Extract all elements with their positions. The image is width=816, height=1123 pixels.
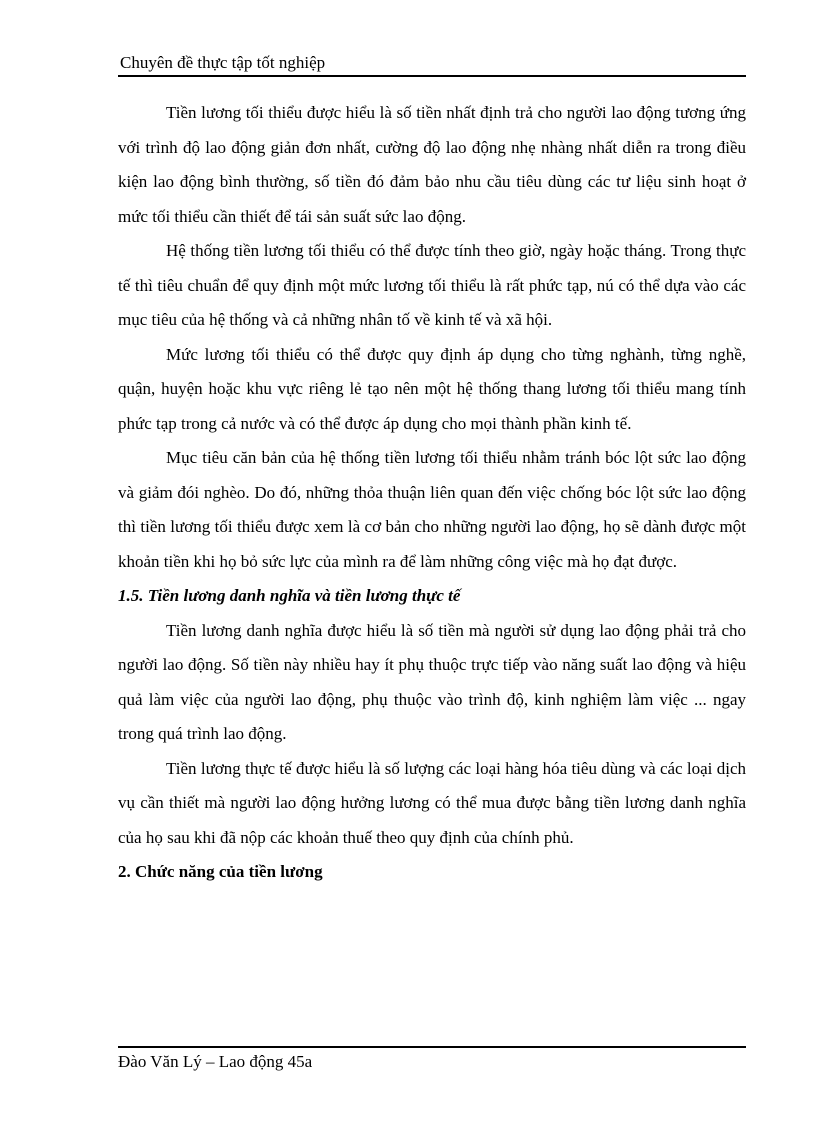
paragraph-3: Mức lương tối thiểu có thể được quy định áp dụng cho từng nghành, từng nghề, quận, huyện hoặc khu vực riêng lẻ tạo nên một hệ thống thang lương tối thiểu mang tính phức tạp trong cả nước và có thể được áp dụng cho mọi thành phần kinh tế.: [118, 344, 746, 433]
paragraph-6: Tiền lương thực tế được hiểu là số lượng các loại hàng hóa tiêu dùng và các loại dịch vụ cần thiết mà người lao động hưởng lương có thể mua được bằng tiền lương danh nghĩa của họ sau khi đã nộp các khoản thuế theo quy định của chính phủ.: [118, 758, 746, 847]
paragraph-5: Tiền lương danh nghĩa được hiểu là số tiền mà người sử dụng lao động phải trả cho người lao động. Số tiền này nhiều hay ít phụ thuộc trực tiếp vào năng suất lao động và hiệu quả làm việc của người lao động, phụ thuộc vào trình độ, kinh nghiệm làm việc ... ngay trong quá trình lao động.: [118, 620, 746, 743]
footer-text: Đào Văn Lý – Lao động 45a: [118, 1052, 313, 1071]
paragraph-2: Hệ thống tiền lương tối thiểu có thể được tính theo giờ, ngày hoặc tháng. Trong thực tế thì tiêu chuẩn để quy định một mức lương tối thiểu là rất phức tạp, nú có thể dựa vào các mục tiêu của hệ thống và cả những nhân tố về kinh tế và xã hội.: [118, 241, 746, 329]
paragraph-1: Tiền lương tối thiểu được hiểu là số tiền nhất định trả cho người lao động tương ứng với trình độ lao động giản đơn nhất, cường độ lao động nhẹ nhàng nhất diễn ra trong điều kiện lao động bình thường, số tiền đó đảm bảo nhu cầu tiêu dùng các tư liệu sinh hoạt ở mức tối thiểu cần thiết để tái sản suất sức lao động.: [118, 103, 746, 226]
page-footer: [118, 1046, 746, 1072]
page-header: [118, 52, 746, 77]
document-body: [118, 96, 746, 890]
paragraph-4: Mục tiêu căn bản của hệ thống tiền lương tối thiểu nhằm tránh bóc lột sức lao động và giảm đói nghèo. Do đó, những thỏa thuận liên quan đến việc chống bóc lột sức lao động thì tiền lương tối thiểu được xem là cơ bản cho những người lao động, họ sẽ dành được một khoản tiền khi họ bỏ sức lực của mình ra để làm những công việc mà họ đạt được.: [118, 448, 746, 571]
section-heading-1-5: 1.5. Tiền lương danh nghĩa và tiền lương thực tế: [118, 586, 461, 605]
section-heading-2: 2. Chức năng của tiền lương: [118, 862, 323, 881]
header-title: Chuyên đề thực tập tốt nghiệp: [120, 53, 326, 72]
